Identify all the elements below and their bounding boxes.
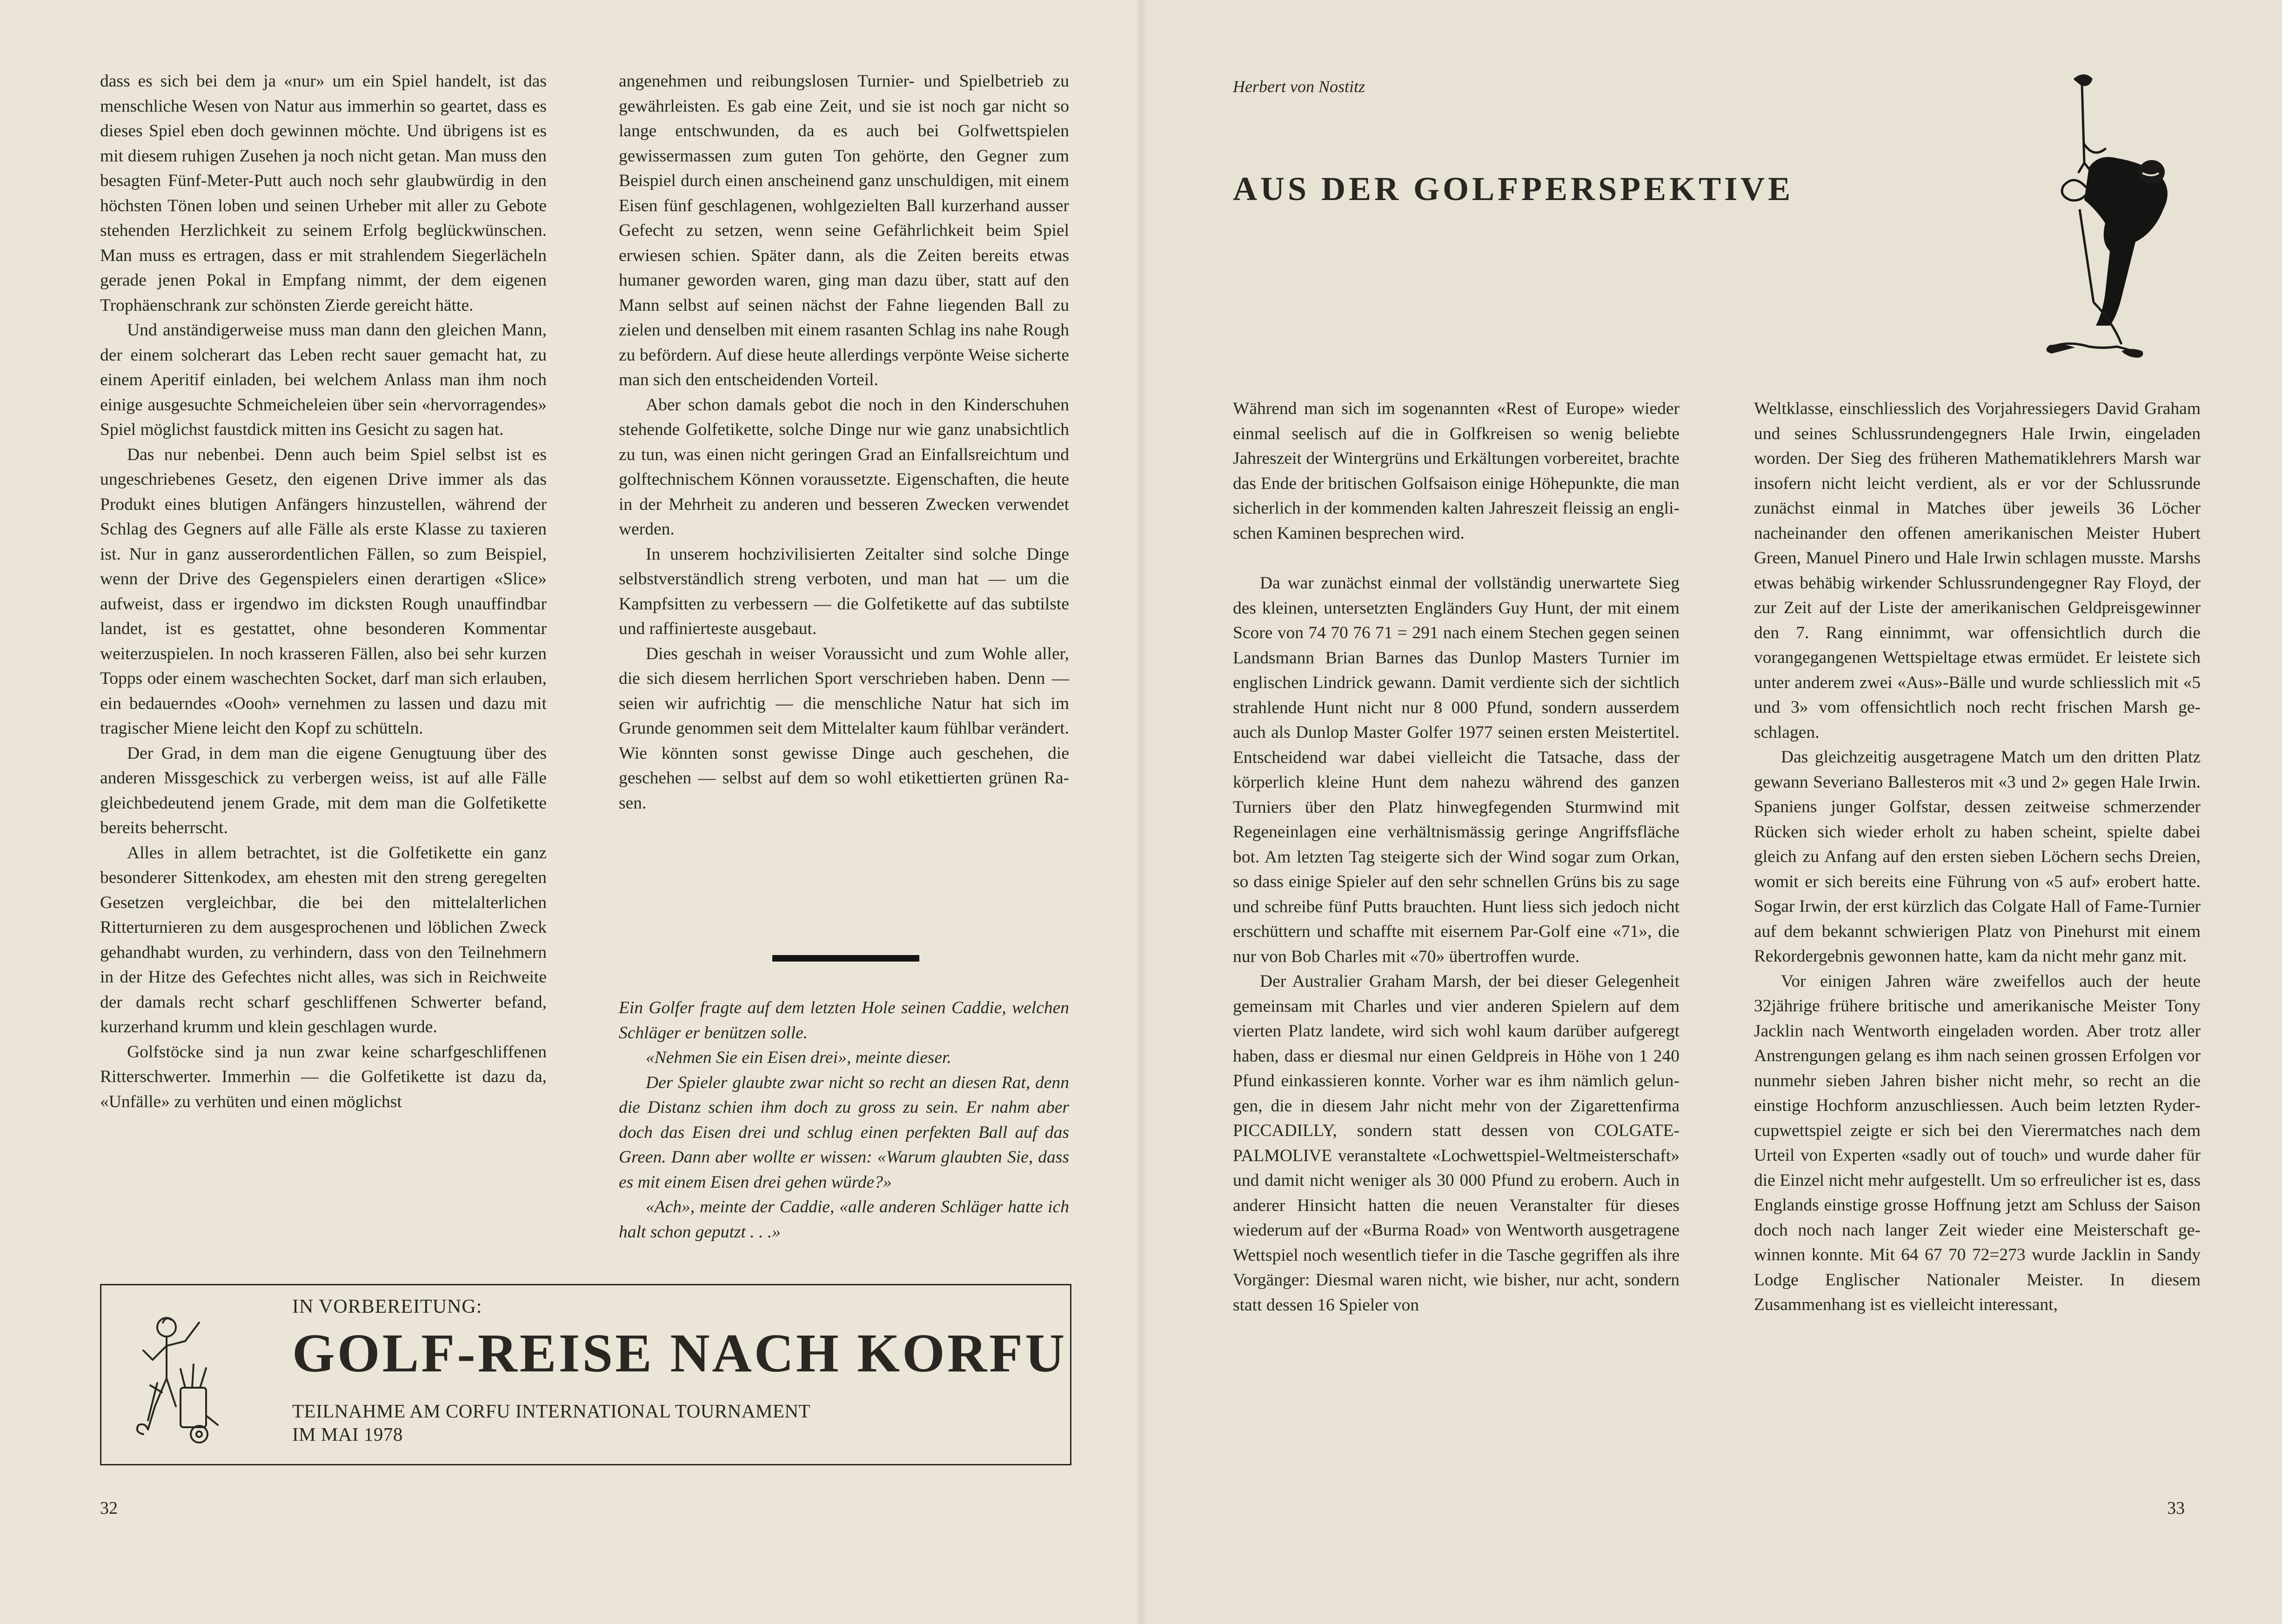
ad-subtitle [292,1399,810,1446]
ad-subtitle-line: IM MAI 1978 [292,1424,403,1445]
paragraph: Der Australier Graham Marsh, der bei dieser Gelegenheit gemeinsam mit Charles und vier anderen Spielern auf dem vierten Platz landete, wird sich wohl kaum darüber aufgeregt haben, dass er diesmal nur einen Geldpreis in Höhe von 1 240 Pfund einkassieren konnte. Vorher war es ihm nämlich gelungen, die in diesem Jahr nicht mehr von der Zigarettenfirma PICCADILLY, sondern statt dessen von COLGATE-PALMOLIVE veranstaltete «Lochwettspiel-Weltmeisterschaft» und damit nicht weniger als 30 000 Pfund zu erobern. Auch in anderer Hinsicht hatten die neuen Veranstalter für dieses wiederum auf der «Burma Road» von Wentworth ausgetragene Wettspiel noch wesentlich tiefer in die Tasche gegriffen als ihre Vorgänger: Diesmal waren nicht, wie bisher, nur acht, sondern statt dessen 16 Spieler von [1233,972,1680,1315]
left-column-1 [100,69,547,1114]
section-divider [772,955,919,962]
ad-subtitle-line: TEILNAHME AM CORFU INTERNATIONAL TOURNAMENT [292,1400,811,1422]
golf-trip-advertisement [100,1284,1071,1465]
book-gutter [1135,0,1146,1624]
ad-title: GOLF-REISE NACH KORFU [292,1323,1067,1383]
paragraph: Während man sich im sogenannten «Rest of Europe» wieder einmal seelisch auf die in Golfkreisen so wenig beliebte Jahreszeit der Wintergrüns und Erkältungen vorbereitet, brachte das Ende der britischen Golfsaison einige Höhepunkte, die man sicherlich in der kommenden kalten Jahreszeit fleissig an englischen Kaminen besprechen wird. [1233,399,1680,543]
right-column-1 [1233,396,1680,1317]
paragraph: Dies geschah in weiser Voraussicht und zum Wohle aller, die sich diesem herrlichen Sport verschrieben haben. Denn — seien wir aufrichtig — die menschliche Natur hat sich im Grunde genommen seit dem Mittelalter kaum fühlbar verändert. Wie könnten sonst gewisse Dinge auch geschehen, die geschehen — selbst auf dem so wohl etikettierten grünen Rasen. [619,644,1069,813]
paragraph: Aber schon damals gebot die noch in den Kinderschuhen stehende Golfetikette, solche Dinge nur wie ganz unabsichtlich zu tun, was einen nicht geringen Grad an Einfallsreichtum und golftechnischem Können voraussetzte. Eigenschaften, die heute in der Mehrheit zu anderen und besseren Zwecken verwendet werden. [619,395,1069,539]
paragraph: «Nehmen Sie ein Eisen drei», meinte dieser. [646,1048,951,1067]
paragraph: Golfstöcke sind ja nun zwar keine scharfgeschliffenen Ritterschwerter. Immerhin — die Golfetikette ist dazu da, «Unfälle» zu verhüten und einen möglichst [100,1042,547,1111]
paragraph: Und anständigerweise muss man dann den gleichen Mann, der einem solcherart das Leben recht sauer gemacht hat, zu einem Aperitif einladen, bei welchem Anlass man ihm noch einige ausgesuchte Schmeicheleien über sein «hervorragendes» Spiel möglichst faustdick mitten ins Gesicht zu sagen hat. [100,321,547,439]
ad-kicker: IN VORBEREITUNG: [292,1296,482,1317]
page-number: 33 [2167,1498,2185,1518]
golfer-caricature-illustration [2019,70,2177,368]
left-column-2 [619,69,1069,815]
article-author: Herbert von Nostitz [1233,77,1365,96]
paragraph: Alles in allem betrachtet, ist die Golfetikette ein ganz besonderer Sittenkodex, am ehesten mit den streng geregelten Gesetzen vergleichbar, die bei den mittelalterlichen Ritterturnieren zu dem ausgesprochenen und löblichen Zweck gehandhabt wurden, zu verhindern, dass von den Teilnehmern in der Hitze des Gefechtes nicht alles, was sich in Reichweite der damals recht scharf geschliffenen Schwerter befand, kurzerhand krumm und klein geschlagen wurde. [100,843,547,1036]
article-headline: AUS DER GOLFPERSPEKTIVE [1233,170,1794,207]
paragraph: Der Grad, in dem man die eigene Genugtuung über des anderen Missgeschick zu verbergen weiss, ist auf alle Fälle gleichbedeutend jenem Grade, mit dem man die Golfetikette bereits beherrscht. [100,743,547,837]
paragraph: Der Spieler glaubte zwar nicht so recht an diesen Rat, denn die Distanz schien ihm doch zu gross zu sein. Er nahm aber doch das Eisen drei und schlug einen perfekten Ball auf das Green. Dann aber wollte er wissen: «Warum glaubten Sie, dass es mit einem Eisen drei gehen würde?» [619,1073,1069,1192]
anecdote-block [619,996,1069,1244]
paragraph: dass es sich bei dem ja «nur» um ein Spiel handelt, ist das menschliche Wesen von Natur aus immerhin so geartet, dass es dieses Spiel eben doch gewinnen möchte. Und übrigens ist es mit diesem ruhigen Zusehen ja noch nicht getan. Man muss den besagten Fünf-Meter-Putt auch noch sehr glaubwürdig in den höchsten Tönen loben und seinen Urheber mit aller zu Gebote stehenden Herzlichkeit zu seinem Erfolg beglückwünschen. Man muss es ertragen, dass er mit strahlendem Siegerlächeln gerade jenen Pokal in Empfang nimmt, der dem eigenen Trophäenschrank zur schönsten Zierde gereicht hätte. [100,72,547,315]
paragraph: angenehmen und reibungslosen Turnier- und Spielbetrieb zu gewährleisten. Es gab eine Zeit, und sie ist noch gar nicht so lange entschwunden, da es auch bei Golfwettspielen gewissermassen zum guten Ton gehörte, den Gegner zum Beispiel durch einen anscheinend ganz unschuldigen, mit einem Eisen fünf geschlagenen, wohlgezielten Ball kurzerhand ausser Gefecht zu setzen, wenn seine Gefährlichkeit beim Spiel erwiesen schien. Später dann, als die Zeiten bereits etwas humaner geworden waren, ging man dazu über, statt auf den Mann selbst auf seinen nächst der Fahne liegenden Ball zu zielen und denselben mit einem rasanten Schlag ins nahe Rough zu befördern. Auf diese heute allerdings verpönte Weise sicherte man sich den entscheidenden Vorteil. [619,72,1069,389]
paragraph: Das nur nebenbei. Denn auch beim Spiel selbst ist es ungeschriebenes Gesetz, den eigenen Drive immer als das Produkt eines blutigen Anfängers hinzustellen, während der Schlag des Gegners auf alle Fälle als erste Klasse zu taxieren ist. Nur in ganz ausserordentlichen Fällen, so zum Beispiel, wenn der Drive des Gegenspielers einen derartigen «Slice» aufweist, dass er irgendwo im dicksten Rough unauffindbar landet, ist es gestattet, ohne besonderen Kommentar weiterzuspielen. In noch krasseren Fällen, also bei sehr kurzen Topps oder einem waschechten Socket, darf man sich erlauben, ein bedauerndes «Oooh» vernehmen zu lassen und dazu mit tragischer Miene leicht den Kopf zu schütteln. [100,445,547,738]
paragraph: Ein Golfer fragte auf dem letzten Hole seinen Caddie, welchen Schläger er benützen solle. [619,998,1069,1043]
paragraph: Das gleichzeitig ausgetragene Match um den dritten Platz gewann Severiano Ballesteros mit «3 und 2» gegen Hale Irwin. Spaniens junger Golfstar, dessen zeitweise schmerzender Rücken sich wieder erholt zu haben scheint, spielte dabei gleich zu Anfang auf den ersten sieben Löchern sechs Dreien, womit er sich bereits eine Führung von «5 auf» erobert hatte. Sogar Irwin, der erst kürzlich das Colgate Hall of Fame-Turnier auf dem bekannt schwierigen Platz von Pinehurst mit einem Rekordergebnis gewonnen hatte, kam da nicht mehr ganz mit. [1754,748,2201,966]
paragraph: Da war zunächst einmal der vollständig unerwartete Sieg des kleinen, untersetzten Engländers Guy Hunt, der mit einem Score von 74 70 76 71 = 291 nach einem Stechen gegen seinen Landsmann Brian Barnes das Dunlop Masters Turnier im englischen Lindrick gewann. Damit verdiente sich der sichtlich strahlende Hunt nicht nur 8 000 Pfund, sondern ausserdem auch als Dunlop Master Golfer 1977 seinen ersten Meistertitel. Entscheidend war dabei vielleicht die Tatsache, dass der körperlich kleine Hunt dem nahezu während des ganzen Turniers über den Platz hinwegfegenden Sturmwind mit Regeneinlagen eine verhältnismässig geringe Angriffsfläche bot. Am letzten Tag steigerte sich der Wind sogar zum Orkan, so dass einige Spieler auf den sehr schnellen Grüns bis zu sage und schreibe fünf Putts brauchten. Hunt liess sich jedoch nicht erschüttern und schaffte mit eisernem Par-Golf eine «71», die nur von Bob Charles mit «70» übertroffen wurde. [1233,574,1680,966]
right-column-2 [1754,396,2201,1317]
paragraph: In unserem hochzivilisierten Zeitalter sind solche Dinge selbstverständlich streng verboten, und man hat — um die Kampfsitten zu verbessern — die Golfetikette auf das subtilste und raffinierteste ausgebaut. [619,544,1069,638]
paragraph: «Ach», meinte der Caddie, «alle anderen Schläger hatte ich halt schon geputzt . . .» [619,1197,1069,1242]
paragraph: Weltklasse, einschliesslich des Vorjahressiegers David Graham und seines Schlussrundengegners Hale Irwin, eingeladen worden. Der Sieg des früheren Mathematiklehrers Marsh war insofern nicht leicht verdient, als er vor der Schlussrunde zunächst einmal in Matches über jeweils 36 Löcher nacheinander den offenen amerikanischen Meister Hubert Green, Manuel Pinero und Hale Irwin schlagen musste. Marshs etwas behäbig wirkender Schlussrundengegner Ray Floyd, der zur Zeit auf der Liste der amerikanischen Geldpreisgewinner den 7. Rang einnimmt, war offensichtlich durch die vorangegangenen Wettspieltage etwas ermüdet. Er leistete sich unter anderem zwei «Aus»-Bälle und wurde schliesslich mit «5 und 3» vom offensichtlich noch recht frischen Marsh geschlagen. [1754,399,2201,742]
paragraph: Vor einigen Jahren wäre zweifellos auch der heute 32jährige frühere britische und amerikanische Meister Tony Jacklin nach Wentworth eingeladen worden. Aber trotz aller Anstrengungen gelang es ihm nach seinen grossen Erfolgen vor nunmehr sieben Jahren bisher nicht mehr, so recht an die einstige Hochform anzuschliessen. Auch beim letzten Rydercupwettspiel zeigte er sich bei den Vierermatches nach dem Urteil von Experten «sadly out of touch» und wurde daher für die Einzel nicht mehr aufgestellt. Um so erfreulicher ist es, dass Englands einstige grosse Hoffnung jetzt am Schluss der Saison doch noch nach langer Zeit wieder eine Meisterschaft gewinnen konnte. Mit 64 67 70 72=273 wurde Jacklin in Sandy Lodge Englischer Nationaler Meister. In diesem Zusammenhang ist es vielleicht interessant, [1754,971,2201,1314]
golfer-with-bag-illustration [111,1309,232,1448]
page-number: 32 [100,1498,118,1518]
